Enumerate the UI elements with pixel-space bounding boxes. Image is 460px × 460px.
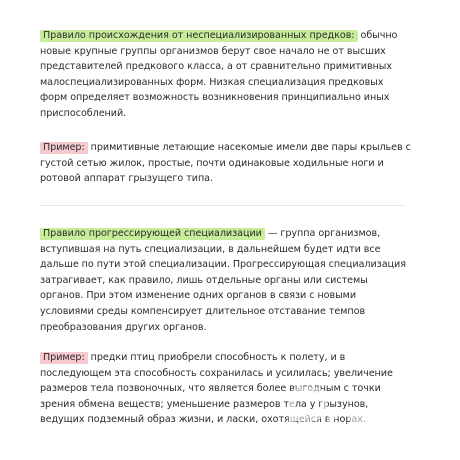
section-divider	[40, 205, 406, 206]
document-page	[40, 0, 412, 460]
rule1-text: обычно новые крупные группы организмов берут свое начало не от высших представителей предкового класса, а от сравнительно примитивных малоспециализированных форм. Низкая специализация предковых форм определяет возможность возникновения принципиально иных приспособлений.	[40, 30, 398, 119]
rule2-paragraph	[40, 226, 412, 335]
example2-paragraph	[40, 350, 412, 428]
example1-label: Пример:	[40, 142, 88, 154]
example2-label: Пример:	[40, 352, 88, 364]
rule1-paragraph	[40, 28, 412, 122]
rule2-label: Правило прогрессирующей специализации	[40, 228, 265, 240]
example1-text: примитивные летающие насекомые имели две пары крыльев с густой сетью жилок, простые, почти одинаковые ходильные ноги и ротовой аппарат грызущего типа.	[40, 142, 411, 185]
example2-text: предки птиц приобрели способность к полету, и в последующем эта способность сохранилась и усилилась; увеличение размеров тела позвоночных, что является более выгодным с точки зрения обмена веществ; уменьшение размеров тела у грызунов, ведущих подземный образ жизни, и ласки, охотящейся в норах.	[40, 352, 393, 426]
rule1-label: Правило происхождения от неспециализированных предков:	[40, 30, 358, 42]
rule2-text: — группа организмов, вступившая на путь специализации, в дальнейшем будет идти все дальше по пути этой специализации. Прогрессирующая специализация затрагивает, как правило, лишь отдельные органы или системы органов. При этом изменение одних органов в связи с новыми условиями среды компенсирует длительное отставание темпов преобразования других органов.	[40, 228, 406, 333]
example1-paragraph	[40, 140, 412, 187]
